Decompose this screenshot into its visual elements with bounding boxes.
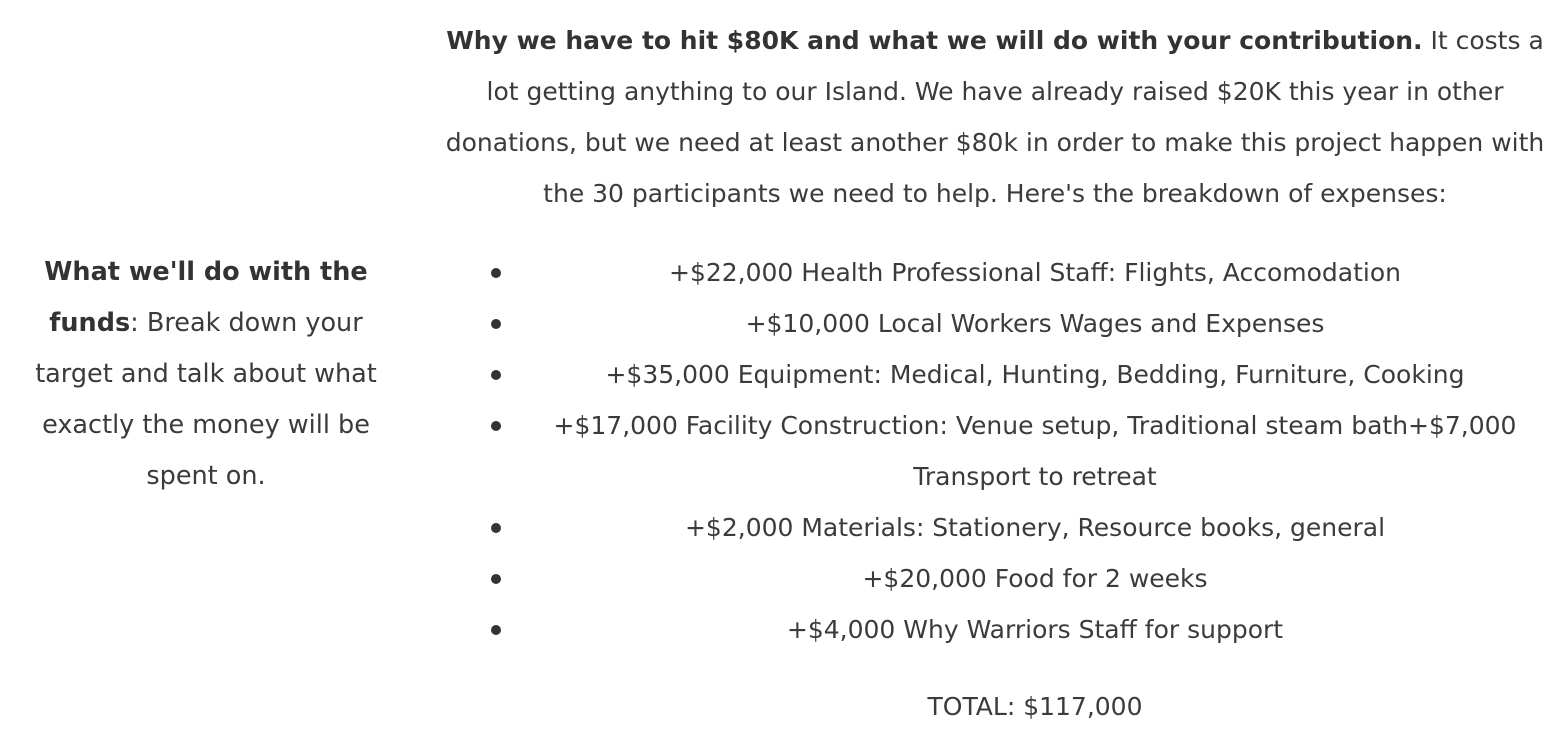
expense-text: +$17,000 Facility Construction: Venue setup, Traditional steam bath+$7,000 Transport to retreat (553, 411, 1517, 491)
bullet-icon (491, 370, 501, 380)
expense-item (430, 604, 1560, 655)
intro-paragraph (430, 15, 1560, 219)
bullet-icon (491, 523, 501, 533)
bullet-icon (491, 319, 501, 329)
expense-item (430, 400, 1560, 502)
bullet-icon (491, 268, 501, 278)
bullet-icon (491, 574, 501, 584)
expense-text: +$35,000 Equipment: Medical, Hunting, Bedding, Furniture, Cooking (605, 360, 1465, 389)
expense-item (430, 247, 1560, 298)
expense-item (430, 553, 1560, 604)
bullet-icon (491, 625, 501, 635)
intro-heading: Why we have to hit $80K and what we will do with your contribution. (446, 26, 1423, 55)
sidebar-text: : Break down your target and talk about what exactly the money will be spent on. (35, 308, 377, 491)
main-content (430, 15, 1560, 732)
intro-text: It costs a lot getting anything to our Island. We have already raised $20K this year in other donations, but we need at least another $80k in order to make this project happen with the 30 participants we need to help. Here's the breakdown of expenses: (445, 26, 1545, 208)
expense-list (430, 247, 1560, 655)
sidebar-heading: What we'll do with the funds (44, 257, 368, 338)
expense-text: +$10,000 Local Workers Wages and Expenses (745, 309, 1325, 338)
expense-item (430, 502, 1560, 553)
expense-item (430, 298, 1560, 349)
expense-item (430, 349, 1560, 400)
expense-text: +$2,000 Materials: Stationery, Resource books, general (684, 513, 1386, 542)
expense-text: +$22,000 Health Professional Staff: Flights, Accomodation (669, 258, 1401, 287)
total-amount: TOTAL: $117,000 (927, 692, 1143, 721)
expense-text: +$4,000 Why Warriors Staff for support (786, 615, 1284, 644)
expense-text: +$20,000 Food for 2 weeks (862, 564, 1208, 593)
bullet-icon (491, 421, 501, 431)
sidebar-note (20, 247, 392, 502)
